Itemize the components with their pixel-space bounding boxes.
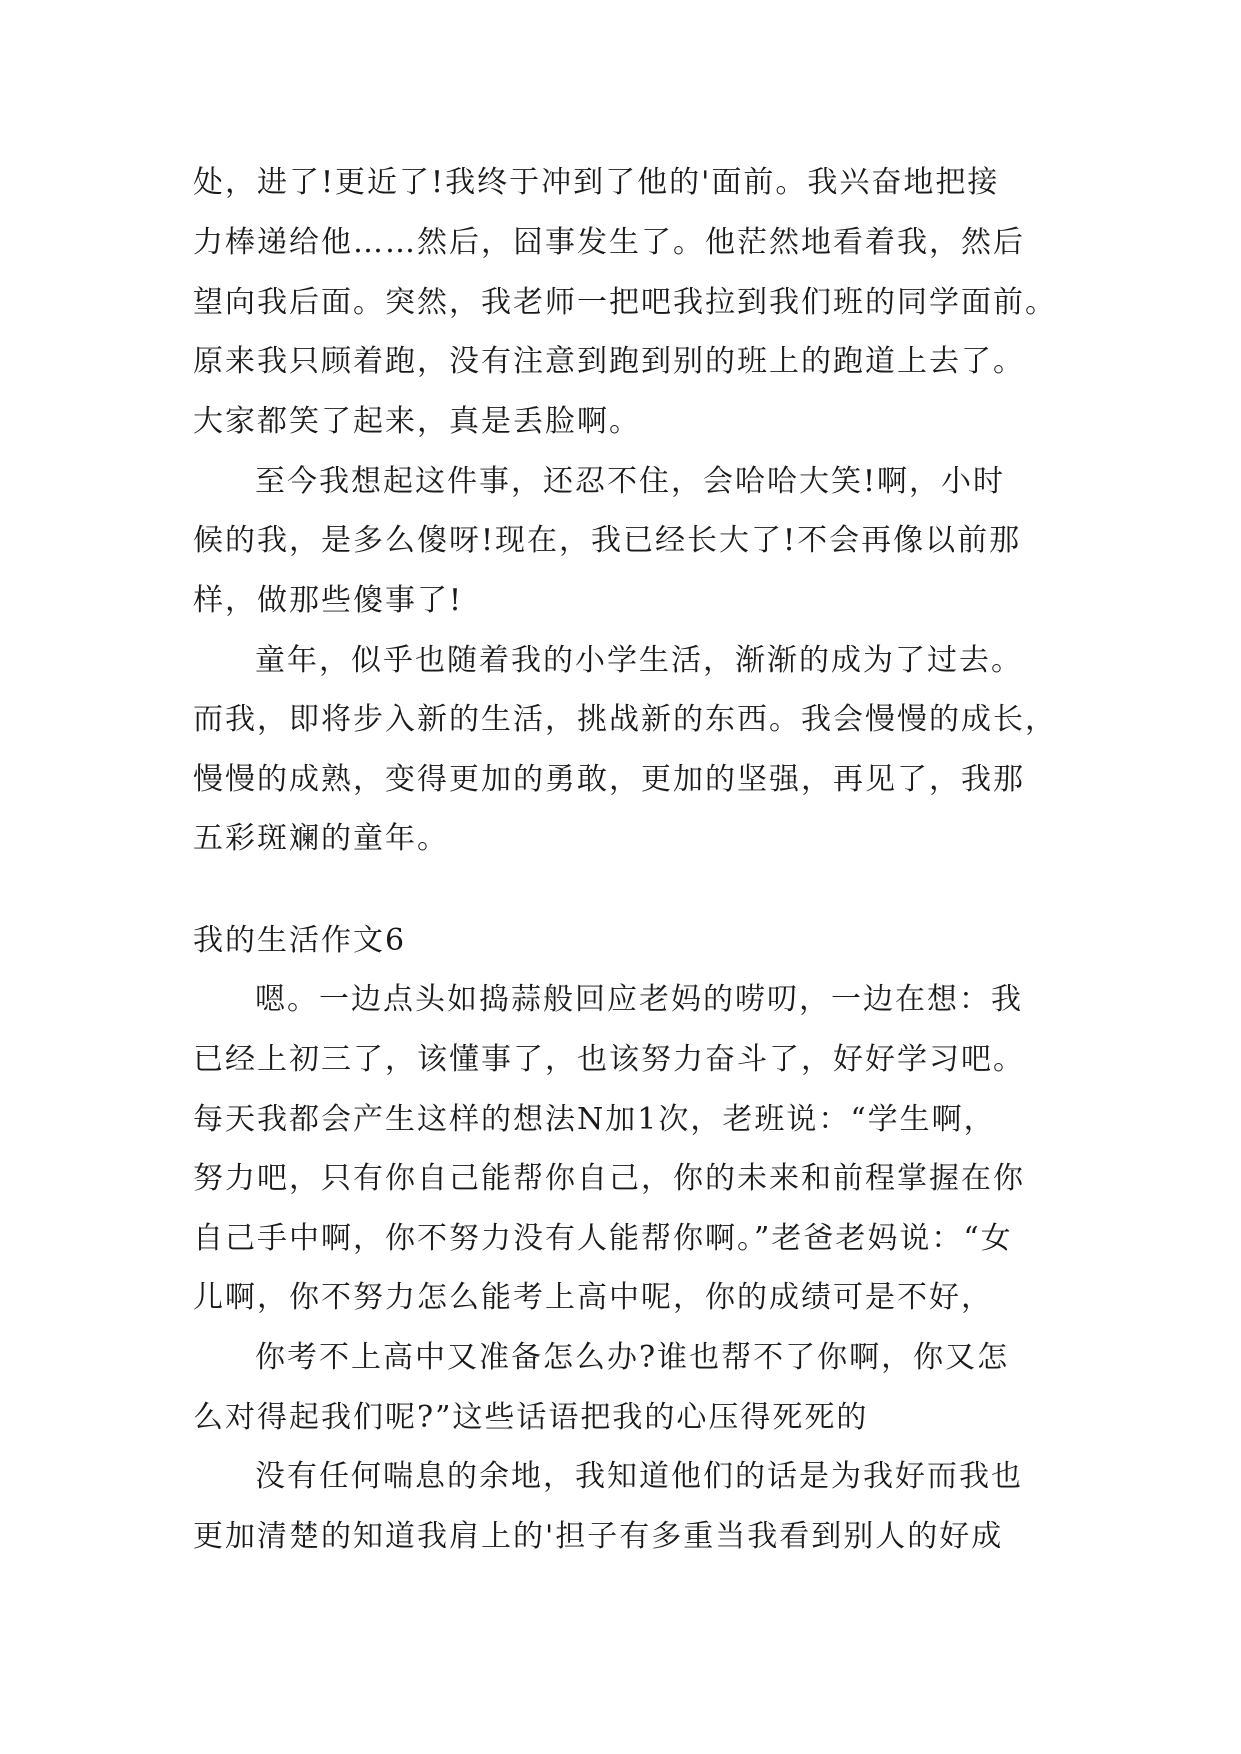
text-line: 原来我只顾着跑，没有注意到跑到别的班上的跑道上去了。 bbox=[193, 344, 1025, 379]
text-line: 望向我后面。突然，我老师一把吧我拉到我们班的同学面前。 bbox=[193, 285, 1057, 320]
text-line: 儿啊，你不努力怎么能考上高中呢，你的成绩可是不好， bbox=[193, 1280, 993, 1315]
essay-title: 我的生活作文6 bbox=[193, 923, 407, 958]
text-line: 么对得起我们呢?”这些话语把我的心压得死死的 bbox=[193, 1400, 869, 1435]
text-line: 自己手中啊，你不努力没有人能帮你啊。”老爸老妈说：“女 bbox=[193, 1221, 1013, 1256]
text-line: 处，进了!更近了!我终于冲到了他的'面前。我兴奋地把接 bbox=[193, 165, 1000, 200]
text-line: 嗯。一边点头如捣蒜般回应老妈的唠叨，一边在想：我 bbox=[255, 982, 1023, 1017]
text-line: 更加清楚的知道我肩上的'担子有多重当我看到别人的好成 bbox=[193, 1519, 1004, 1554]
text-line: 大家都笑了起来，真是丢脸啊。 bbox=[193, 404, 641, 439]
text-line: 力棒递给他……然后，囧事发生了。他茫然地看着我，然后 bbox=[193, 225, 1025, 260]
text-line: 童年，似乎也随着我的小学生活，渐渐的成为了过去。 bbox=[255, 643, 1023, 678]
text-line: 五彩斑斓的童年。 bbox=[193, 821, 449, 856]
text-line: 候的我，是多么傻呀!现在，我已经长大了!不会再像以前那 bbox=[193, 523, 1022, 558]
text-line: 每天我都会产生这样的想法N加1次，老班说：“学生啊， bbox=[193, 1102, 996, 1137]
text-line: 你考不上高中又准备怎么办?谁也帮不了你啊，你又怎 bbox=[255, 1340, 1010, 1375]
text-line: 样，做那些傻事了! bbox=[193, 583, 464, 618]
text-line: 已经上初三了，该懂事了，也该努力奋斗了，好好学习吧。 bbox=[193, 1042, 1025, 1077]
text-line: 而我，即将步入新的生活，挑战新的东西。我会慢慢的成长， bbox=[193, 702, 1057, 737]
text-line: 没有任何喘息的余地，我知道他们的话是为我好而我也 bbox=[255, 1459, 1023, 1494]
text-line: 至今我想起这件事，还忍不住，会哈哈大笑!啊，小时 bbox=[255, 464, 1006, 499]
text-line: 努力吧，只有你自己能帮你自己，你的未来和前程掌握在你 bbox=[193, 1161, 1025, 1196]
text-line: 慢慢的成熟，变得更加的勇敢，更加的坚强，再见了，我那 bbox=[193, 762, 1025, 797]
